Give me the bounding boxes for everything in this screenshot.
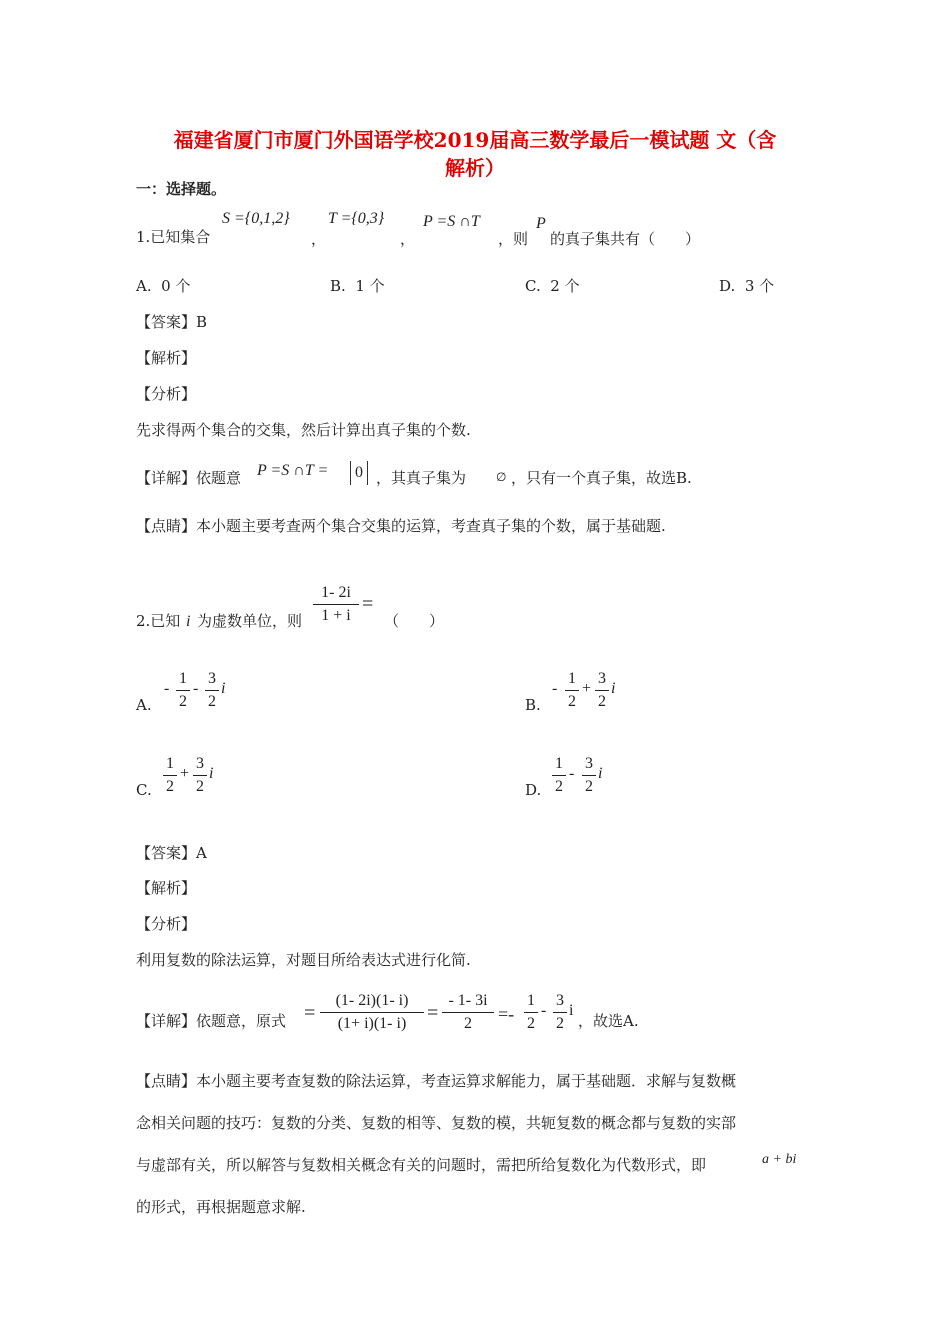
detail-fraction-2: - 1- 3i 2: [442, 990, 494, 1035]
fraction: 3 2: [193, 753, 207, 798]
sign: -: [552, 680, 558, 697]
q2-mid: 为虚数单位，则: [197, 612, 303, 630]
fraction: 1 2: [552, 753, 566, 798]
q1-prefix: 1.已知集合: [136, 228, 211, 246]
detail-fraction-4: 3 2: [553, 990, 567, 1035]
q2-fraction: 1- 2i 1 + i: [313, 582, 359, 627]
section-heading: 一：选择题。: [136, 180, 227, 198]
q1-option-b[interactable]: B. 1 个: [330, 277, 385, 295]
q2-suffix: （ ）: [384, 612, 445, 630]
operator: +: [582, 680, 592, 697]
q1-jiexi: 【解析】: [136, 349, 197, 367]
option-label: A.: [136, 696, 152, 714]
option-label: D.: [525, 781, 542, 799]
operator: -: [541, 1002, 547, 1019]
q2-dianjing-line4: 的形式，再根据题意求解.: [136, 1198, 306, 1216]
q1-p: P: [536, 215, 546, 232]
operator: -: [569, 765, 575, 782]
q1-dianjing: 【点睛】本小题主要考查两个集合交集的运算，考查真子集的个数，属于基础题.: [136, 517, 666, 535]
q1-option-a[interactable]: A. 0 个: [136, 277, 191, 295]
operator: +: [180, 765, 190, 782]
imaginary-unit: i: [221, 680, 226, 697]
q1-detail-suffix: ，只有一个真子集，故选B.: [511, 469, 692, 487]
fraction: 1 2: [565, 668, 579, 713]
q2-abi: a + bi: [762, 1152, 797, 1167]
empty-set-icon: ∅: [496, 470, 507, 484]
q2-answer: 【答案】A: [136, 844, 207, 862]
document-title-line1: 福建省厦门市厦门外国语学校2019届高三数学最后一模试题 文（含: [173, 128, 777, 152]
q2-eq: =: [362, 593, 374, 615]
fraction: 1 2: [163, 753, 177, 798]
equals-sign: =: [304, 1002, 316, 1024]
imaginary-unit: i: [598, 765, 603, 782]
equals-sign: =: [427, 1002, 439, 1024]
q1-comma-2: ，: [400, 230, 416, 248]
q1-detail-set: 0: [350, 461, 368, 485]
fraction: 1 2: [176, 668, 190, 713]
q1-comma-1: ，: [311, 230, 327, 248]
q1-detail-math: P =S ∩T =: [257, 462, 329, 479]
q1-then: ，则: [498, 230, 529, 248]
q1-set-s: S ={0,1,2}: [222, 210, 290, 227]
q2-jiexi: 【解析】: [136, 879, 197, 897]
q1-set-p: P =S ∩T: [423, 213, 480, 230]
option-label: B.: [525, 696, 541, 714]
sign: -: [164, 680, 170, 697]
q2-i: i: [186, 613, 191, 630]
q2-dianjing-line1: 【点睛】本小题主要考查复数的除法运算，考查运算求解能力，属于基础题．求解与复数概: [136, 1072, 737, 1090]
q1-detail-prefix: 【详解】依题意: [136, 469, 242, 487]
imaginary-unit: i: [611, 680, 616, 697]
fraction: 3 2: [582, 753, 596, 798]
q1-suffix: 的真子集共有（ ）: [550, 230, 701, 248]
fraction: 3 2: [595, 668, 609, 713]
q1-option-d[interactable]: D. 3 个: [719, 277, 775, 295]
q2-fenxi-text: 利用复数的除法运算，对题目所给表达式进行化简.: [136, 951, 471, 969]
document-title-line2: 解析）: [445, 156, 505, 180]
q2-detail-prefix: 【详解】依题意，原式: [136, 1012, 287, 1030]
equals-minus: =-: [498, 1004, 515, 1024]
imaginary-unit: i: [209, 765, 214, 782]
detail-fraction-3: 1 2: [524, 990, 538, 1035]
q1-fenxi: 【分析】: [136, 385, 197, 403]
q1-answer: 【答案】B: [136, 313, 208, 331]
detail-fraction-1: (1- 2i)(1- i) (1+ i)(1- i): [320, 990, 424, 1035]
q1-set-t: T ={0,3}: [328, 210, 385, 227]
option-label: C.: [136, 781, 152, 799]
q1-fenxi-text: 先求得两个集合的交集，然后计算出真子集的个数.: [136, 421, 471, 439]
q2-detail-suffix: ，故选A.: [578, 1012, 639, 1030]
q2-prefix: 2.已知: [136, 612, 181, 630]
q2-dianjing-line2: 念相关问题的技巧：复数的分类、复数的相等、复数的模，共轭复数的概念都与复数的实部: [136, 1114, 737, 1132]
q1-option-c[interactable]: C. 2 个: [525, 277, 580, 295]
imaginary-unit: i: [569, 1002, 574, 1019]
q1-detail-mid: ，其真子集为: [376, 469, 467, 487]
q2-dianjing-line3: 与虚部有关，所以解答与复数相关概念有关的问题时，需把所给复数化为代数形式，即: [136, 1156, 707, 1174]
operator: -: [193, 680, 199, 697]
fraction: 3 2: [205, 668, 219, 713]
q2-fenxi: 【分析】: [136, 915, 197, 933]
